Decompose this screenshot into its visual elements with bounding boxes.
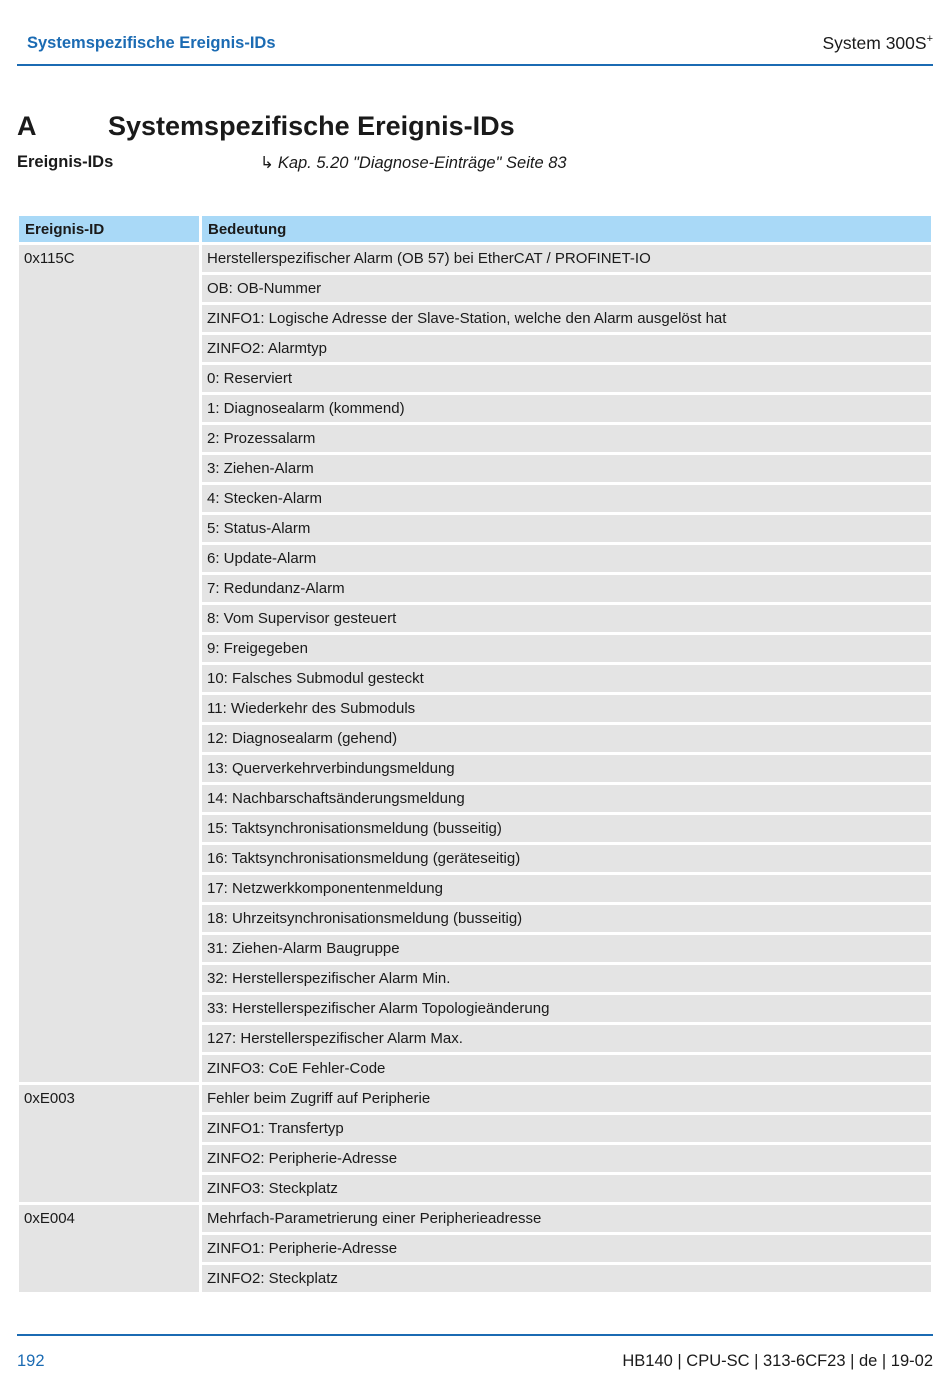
meaning-cell: 2: Prozessalarm (202, 425, 931, 452)
meaning-cell: ZINFO2: Steckplatz (202, 1265, 931, 1292)
header-product-sup: + (926, 33, 933, 45)
header-section-title: Systemspezifische Ereignis-IDs (27, 34, 276, 52)
page-footer (17, 1334, 933, 1370)
cross-reference-link[interactable] (260, 153, 567, 173)
page-header (17, 30, 933, 66)
meaning-cell: 127: Herstellerspezifischer Alarm Max. (202, 1025, 931, 1052)
meaning-cell: 0: Reserviert (202, 365, 931, 392)
column-header-meaning: Bedeutung (202, 216, 931, 242)
table-row (19, 245, 931, 272)
event-id-cell: 0x115C (19, 245, 199, 1082)
meaning-cell: 6: Update-Alarm (202, 545, 931, 572)
meaning-cell: 14: Nachbarschaftsänderungsmeldung (202, 785, 931, 812)
meaning-cell: 10: Falsches Submodul gesteckt (202, 665, 931, 692)
meaning-cell: 7: Redundanz-Alarm (202, 575, 931, 602)
column-header-event-id: Ereignis-ID (19, 216, 199, 242)
meaning-cell: ZINFO1: Transfertyp (202, 1115, 931, 1142)
meaning-cell: 12: Diagnosealarm (gehend) (202, 725, 931, 752)
cross-reference-text[interactable]: Kap. 5.20 "Diagnose-Einträge" Seite 83 (277, 154, 567, 172)
header-product-text: System 300S (822, 33, 927, 53)
event-id-table (16, 213, 934, 1295)
chapter-letter: A (17, 111, 37, 141)
meaning-cell: 5: Status-Alarm (202, 515, 931, 542)
meaning-cell: 8: Vom Supervisor gesteuert (202, 605, 931, 632)
meaning-cell: 31: Ziehen-Alarm Baugruppe (202, 935, 931, 962)
meaning-cell: ZINFO3: CoE Fehler-Code (202, 1055, 931, 1082)
meaning-cell: 13: Querverkehrverbindungsmeldung (202, 755, 931, 782)
meaning-cell: 17: Netzwerkkomponentenmeldung (202, 875, 931, 902)
meaning-cell: 3: Ziehen-Alarm (202, 455, 931, 482)
meaning-cell: ZINFO1: Logische Adresse der Slave-Station, welche den Alarm ausgelöst hat (202, 305, 931, 332)
meaning-cell: 15: Taktsynchronisationsmeldung (busseitig) (202, 815, 931, 842)
meaning-cell: 16: Taktsynchronisationsmeldung (geräteseitig) (202, 845, 931, 872)
meaning-cell: 9: Freigegeben (202, 635, 931, 662)
meaning-cell: 33: Herstellerspezifischer Alarm Topologieänderung (202, 995, 931, 1022)
meaning-cell: Fehler beim Zugriff auf Peripherie (202, 1085, 931, 1112)
section-label: Ereignis-IDs (17, 153, 114, 171)
page-number: 192 (17, 1352, 45, 1370)
meaning-cell: OB: OB-Nummer (202, 275, 931, 302)
table-header-row (19, 216, 931, 242)
document-reference: HB140 | CPU-SC | 313-6CF23 | de | 19-02 (622, 1352, 933, 1370)
event-id-cell: 0xE004 (19, 1205, 199, 1292)
table-row (19, 1085, 931, 1112)
meaning-cell: 18: Uhrzeitsynchronisationsmeldung (busseitig) (202, 905, 931, 932)
chapter-title: Systemspezifische Ereignis-IDs (108, 111, 515, 141)
meaning-cell: 11: Wiederkehr des Submoduls (202, 695, 931, 722)
meaning-cell: 4: Stecken-Alarm (202, 485, 931, 512)
meaning-cell: Mehrfach-Parametrierung einer Peripherieadresse (202, 1205, 931, 1232)
header-product-name (822, 33, 933, 54)
meaning-cell: 32: Herstellerspezifischer Alarm Min. (202, 965, 931, 992)
arrow-link-icon: ↳ (260, 154, 274, 172)
event-id-cell: 0xE003 (19, 1085, 199, 1202)
meaning-cell: ZINFO2: Peripherie-Adresse (202, 1145, 931, 1172)
meaning-cell: Herstellerspezifischer Alarm (OB 57) bei EtherCAT / PROFINET-IO (202, 245, 931, 272)
table-row (19, 1205, 931, 1232)
meaning-cell: 1: Diagnosealarm (kommend) (202, 395, 931, 422)
meaning-cell: ZINFO3: Steckplatz (202, 1175, 931, 1202)
table-body (19, 245, 931, 1292)
meaning-cell: ZINFO1: Peripherie-Adresse (202, 1235, 931, 1262)
meaning-cell: ZINFO2: Alarmtyp (202, 335, 931, 362)
